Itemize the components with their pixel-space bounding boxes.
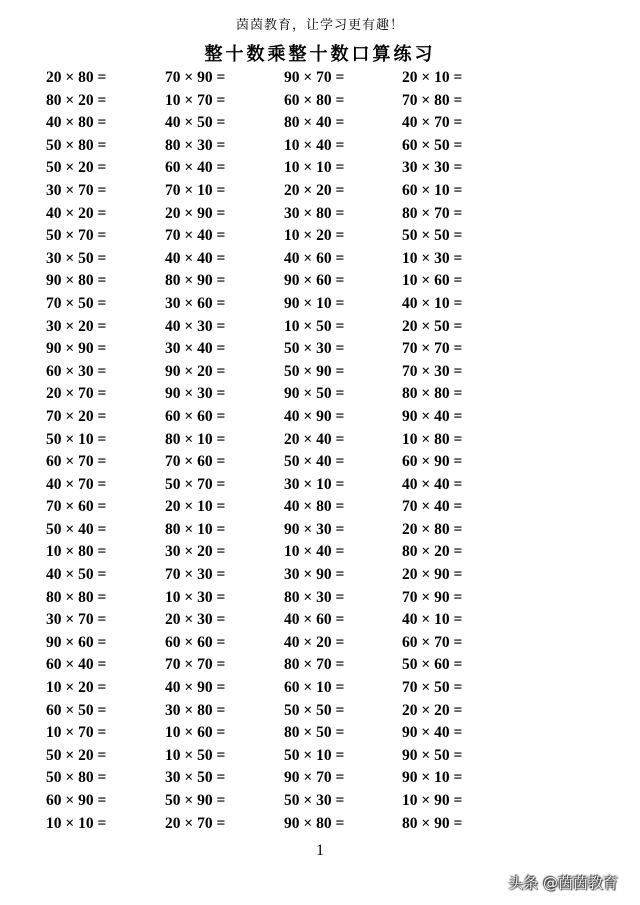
exercise-item: 50 × 30 =: [284, 792, 345, 809]
exercise-item: 40 × 70 =: [46, 475, 107, 493]
exercise-item: 70 × 90 =: [165, 69, 226, 86]
exercise-item: 90 × 90 =: [46, 340, 107, 358]
exercise-item: 30 × 30 =: [402, 159, 463, 177]
exercise-item: 70 × 70 =: [165, 656, 226, 674]
exercise-item: 60 × 50 =: [46, 701, 107, 719]
exercise-item: 90 × 80 =: [284, 814, 345, 832]
exercise-item: 30 × 50 =: [46, 249, 107, 267]
exercise-item: 70 × 20 =: [46, 407, 107, 425]
exercise-item: 50 × 30 =: [284, 340, 345, 358]
exercise-item: 90 × 50 =: [284, 385, 345, 403]
exercise-item: 60 × 10 =: [284, 679, 345, 697]
exercise-item: 50 × 20 =: [46, 746, 107, 764]
exercise-item: 40 × 90 =: [284, 407, 345, 425]
exercise-item: 70 × 60 =: [46, 498, 107, 516]
exercise-item: 80 × 20 =: [402, 543, 463, 561]
exercise-item: 60 × 60 =: [165, 407, 226, 425]
exercise-item: 60 × 60 =: [165, 633, 226, 651]
exercise-item: 10 × 20 =: [46, 679, 107, 697]
exercise-item: 60 × 70 =: [402, 633, 463, 651]
exercise-item: 10 × 70 =: [46, 724, 107, 742]
exercise-item: 20 × 20 =: [402, 701, 463, 719]
exercise-item: 40 × 30 =: [165, 317, 226, 335]
exercise-item: 50 × 70 =: [46, 227, 107, 245]
exercise-item: 40 × 70 =: [402, 114, 463, 132]
exercise-item: 30 × 10 =: [284, 475, 345, 493]
watermark: 头条 @茵茵教育: [508, 874, 618, 892]
exercise-item: 10 × 90 =: [402, 792, 463, 809]
exercise-item: 50 × 40 =: [284, 453, 345, 471]
exercise-item: 90 × 30 =: [284, 520, 345, 538]
exercise-item: 70 × 40 =: [165, 227, 226, 245]
page-slogan: 茵茵教育，让学习更有趣！: [235, 18, 404, 33]
exercise-item: 20 × 70 =: [165, 814, 226, 832]
exercise-item: 80 × 20 =: [46, 91, 107, 109]
exercise-item: 80 × 70 =: [284, 656, 345, 674]
exercise-item: 20 × 30 =: [165, 611, 226, 629]
page-number: 1: [316, 842, 324, 859]
exercise-item: 40 × 80 =: [284, 498, 345, 516]
exercise-item: 10 × 80 =: [46, 543, 107, 561]
exercise-item: 90 × 80 =: [46, 272, 107, 290]
exercise-item: 20 × 70 =: [46, 385, 107, 403]
page-title: 整十数乘整十数口算练习: [204, 44, 436, 65]
exercise-item: 50 × 20 =: [46, 159, 107, 177]
exercise-item: 10 × 40 =: [284, 136, 345, 154]
exercise-item: 30 × 80 =: [165, 701, 226, 719]
exercise-item: 50 × 60 =: [402, 656, 463, 674]
exercise-item: 20 × 10 =: [402, 69, 463, 86]
exercise-item: 70 × 90 =: [402, 588, 463, 606]
exercise-item: 10 × 60 =: [402, 272, 463, 290]
exercise-item: 60 × 30 =: [46, 362, 107, 380]
exercise-item: 60 × 10 =: [402, 181, 463, 199]
exercise-item: 30 × 20 =: [165, 543, 226, 561]
exercise-item: 50 × 90 =: [284, 362, 345, 380]
exercise-item: 20 × 90 =: [402, 566, 463, 584]
exercise-item: 20 × 10 =: [165, 498, 226, 516]
exercise-item: 60 × 50 =: [402, 136, 463, 154]
exercise-item: 30 × 60 =: [165, 294, 226, 312]
exercise-item: 20 × 20 =: [284, 181, 345, 199]
exercise-item: 20 × 50 =: [402, 317, 463, 335]
exercise-item: 20 × 80 =: [46, 69, 107, 86]
exercise-item: 50 × 10 =: [284, 746, 345, 764]
exercise-item: 10 × 70 =: [165, 91, 226, 109]
exercise-item: 90 × 60 =: [284, 272, 345, 290]
exercise-item: 90 × 50 =: [402, 746, 463, 764]
exercise-item: 70 × 30 =: [165, 566, 226, 584]
exercise-item: 80 × 90 =: [165, 272, 226, 290]
exercise-item: 10 × 30 =: [402, 249, 463, 267]
exercise-item: 40 × 80 =: [46, 114, 107, 132]
exercise-item: 60 × 70 =: [46, 453, 107, 471]
exercise-item: 80 × 80 =: [46, 588, 107, 606]
exercise-item: 20 × 80 =: [402, 520, 463, 538]
exercise-item: 50 × 10 =: [46, 430, 107, 448]
exercise-item: 90 × 20 =: [165, 362, 226, 380]
exercise-item: 40 × 40 =: [165, 249, 226, 267]
exercise-item: 10 × 40 =: [284, 543, 345, 561]
exercise-item: 90 × 40 =: [402, 407, 463, 425]
exercise-item: 60 × 40 =: [165, 159, 226, 177]
exercise-item: 80 × 80 =: [402, 385, 463, 403]
exercise-item: 30 × 70 =: [46, 611, 107, 629]
exercise-item: 30 × 70 =: [46, 181, 107, 199]
exercise-item: 10 × 10 =: [46, 814, 107, 832]
exercise-item: 70 × 40 =: [402, 498, 463, 516]
exercise-item: 80 × 40 =: [284, 114, 345, 132]
exercise-item: 50 × 40 =: [46, 520, 107, 538]
exercise-item: 60 × 90 =: [402, 453, 463, 471]
exercise-item: 90 × 30 =: [165, 385, 226, 403]
exercise-item: 70 × 80 =: [402, 91, 463, 109]
exercise-item: 20 × 40 =: [284, 430, 345, 448]
exercise-item: 40 × 60 =: [284, 249, 345, 267]
exercise-item: 50 × 50 =: [284, 701, 345, 719]
exercise-item: 80 × 50 =: [284, 724, 345, 742]
exercise-item: 10 × 80 =: [402, 430, 463, 448]
exercise-item: 70 × 50 =: [46, 294, 107, 312]
exercise-item: 40 × 40 =: [402, 475, 463, 493]
exercise-item: 50 × 80 =: [46, 769, 107, 787]
exercise-item: 50 × 70 =: [165, 475, 226, 493]
exercise-item: 30 × 20 =: [46, 317, 107, 335]
exercise-item: 40 × 50 =: [46, 566, 107, 584]
exercise-item: 90 × 70 =: [284, 769, 345, 787]
exercise-item: 90 × 60 =: [46, 633, 107, 651]
exercise-item: 40 × 90 =: [165, 679, 226, 697]
exercise-item: 50 × 90 =: [165, 792, 226, 809]
exercise-item: 10 × 30 =: [165, 588, 226, 606]
exercise-item: 80 × 10 =: [165, 520, 226, 538]
exercise-item: 60 × 90 =: [46, 792, 107, 809]
exercise-item: 90 × 10 =: [284, 294, 345, 312]
exercise-item: 90 × 70 =: [284, 69, 345, 86]
exercise-item: 30 × 80 =: [284, 204, 345, 222]
exercise-item: 60 × 40 =: [46, 656, 107, 674]
exercise-item: 80 × 90 =: [402, 814, 463, 832]
exercise-item: 10 × 10 =: [284, 159, 345, 177]
exercise-item: 30 × 40 =: [165, 340, 226, 358]
exercise-grid: [46, 67, 606, 837]
exercise-item: 40 × 20 =: [284, 633, 345, 651]
exercise-item: 80 × 70 =: [402, 204, 463, 222]
exercise-item: 70 × 60 =: [165, 453, 226, 471]
exercise-item: 90 × 40 =: [402, 724, 463, 742]
exercise-item: 40 × 10 =: [402, 294, 463, 312]
exercise-item: 40 × 60 =: [284, 611, 345, 629]
exercise-item: 10 × 60 =: [165, 724, 226, 742]
exercise-item: 30 × 50 =: [165, 769, 226, 787]
exercise-item: 80 × 30 =: [165, 136, 226, 154]
exercise-item: 70 × 70 =: [402, 340, 463, 358]
exercise-item: 30 × 90 =: [284, 566, 345, 584]
exercise-item: 10 × 50 =: [284, 317, 345, 335]
exercise-item: 70 × 10 =: [165, 181, 226, 199]
exercise-item: 70 × 50 =: [402, 679, 463, 697]
exercise-item: 40 × 20 =: [46, 204, 107, 222]
exercise-item: 10 × 20 =: [284, 227, 345, 245]
exercise-item: 80 × 10 =: [165, 430, 226, 448]
exercise-item: 40 × 50 =: [165, 114, 226, 132]
exercise-item: 40 × 10 =: [402, 611, 463, 629]
exercise-item: 90 × 10 =: [402, 769, 463, 787]
exercise-item: 70 × 30 =: [402, 362, 463, 380]
exercise-item: 50 × 80 =: [46, 136, 107, 154]
exercise-item: 20 × 90 =: [165, 204, 226, 222]
exercise-item: 50 × 50 =: [402, 227, 463, 245]
exercise-item: 80 × 30 =: [284, 588, 345, 606]
exercise-item: 10 × 50 =: [165, 746, 226, 764]
exercise-item: 60 × 80 =: [284, 91, 345, 109]
